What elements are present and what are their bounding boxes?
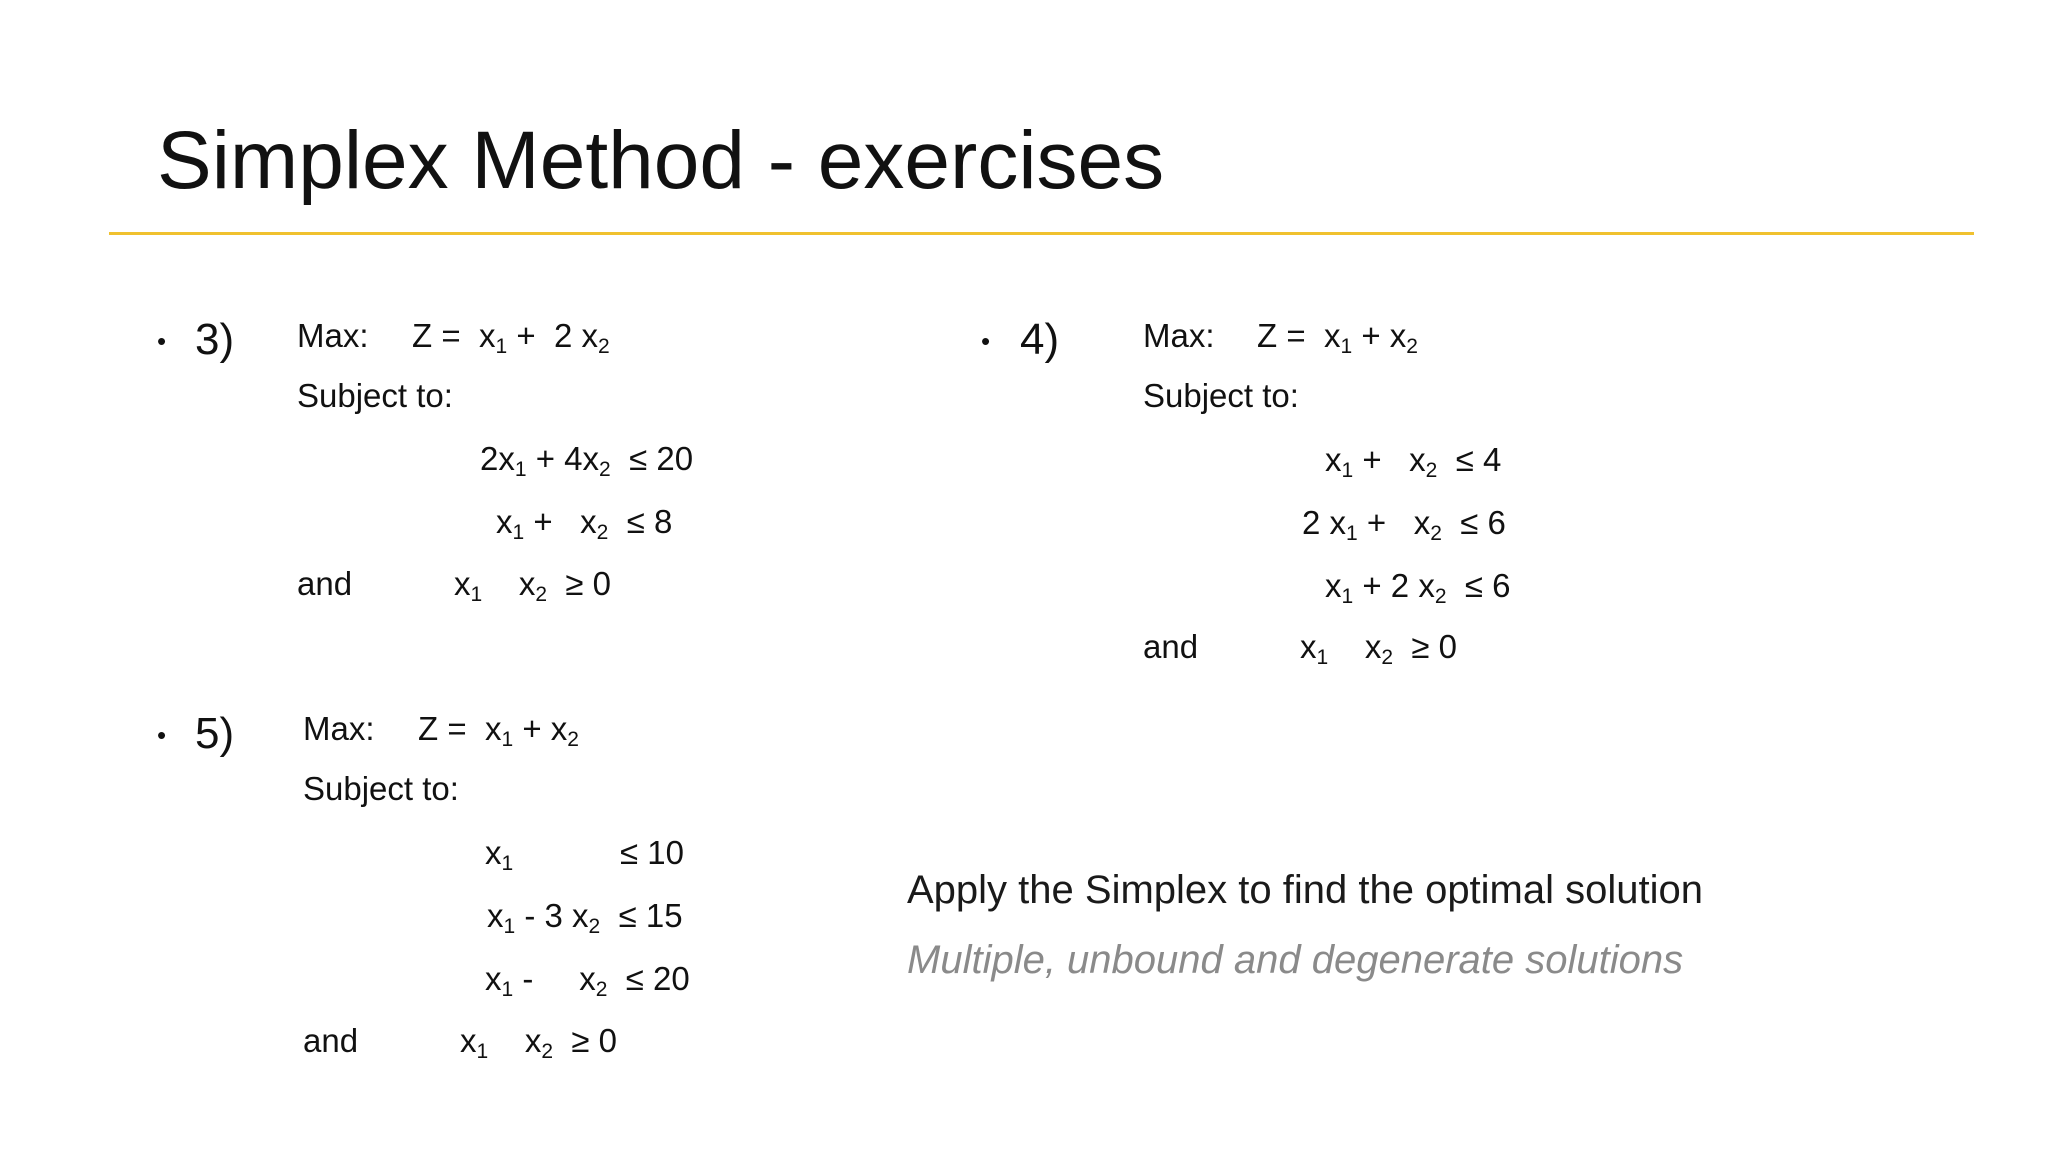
constraint-1: $x_1$	[485, 834, 514, 875]
constraint-1: 2 $x_1$ + 4 $x_2$ ≤ 20	[480, 440, 694, 481]
bullet-icon: •	[981, 326, 991, 356]
constraint-1: $x_1$ + $x_2$ ≤ 4	[1325, 441, 1502, 482]
objective-function: Z = $x_1$ + 2 $x_2$	[412, 317, 610, 358]
instruction-text: Apply the Simplex to find the optimal solution	[907, 868, 1703, 912]
max-label: Max:	[1143, 317, 1215, 354]
constraint-2: $x_1$ - 3 $x_2$ ≤ 15	[487, 897, 683, 938]
constraint-2: $x_1$ + $x_2$ ≤ 8	[496, 503, 673, 544]
max-label: Max:	[297, 317, 369, 354]
bullet-icon: •	[157, 326, 167, 356]
subject-to-label: Subject to:	[297, 377, 453, 414]
subject-to-label: Subject to:	[303, 770, 459, 807]
constraint-2: 2 $x_1$ + $x_2$ ≤ 6	[1302, 504, 1506, 545]
max-label: Max:	[303, 710, 375, 747]
exercise-number: 4)	[1020, 315, 1060, 364]
nonnegativity-constraint: $x_1$ $x_2$ ≥ 0	[454, 565, 612, 606]
subject-to-label: Subject to:	[1143, 377, 1299, 414]
and-label: and	[1143, 628, 1199, 665]
exercise-number: 5)	[195, 709, 235, 758]
constraint-3: $x_1$ - $x_2$ ≤ 20	[485, 960, 690, 1001]
slide-title: Simplex Method - exercises	[157, 115, 1165, 206]
objective-function: Z = $x_1$ + $x_2$	[418, 710, 579, 751]
constraint-1-rhs: ≤ 10	[620, 834, 684, 871]
bullet-icon: •	[157, 720, 167, 750]
objective-function: Z = $x_1$ + $x_2$	[1257, 317, 1418, 358]
nonnegativity-constraint: $x_1$ $x_2$ ≥ 0	[460, 1022, 618, 1063]
and-label: and	[297, 565, 353, 602]
exercise-number: 3)	[195, 315, 235, 364]
constraint-3: $x_1$ + 2 $x_2$ ≤ 6	[1325, 567, 1511, 608]
topics-text: Multiple, unbound and degenerate solutions	[907, 938, 1684, 982]
nonnegativity-constraint: $x_1$ $x_2$ ≥ 0	[1300, 628, 1458, 669]
and-label: and	[303, 1022, 359, 1059]
